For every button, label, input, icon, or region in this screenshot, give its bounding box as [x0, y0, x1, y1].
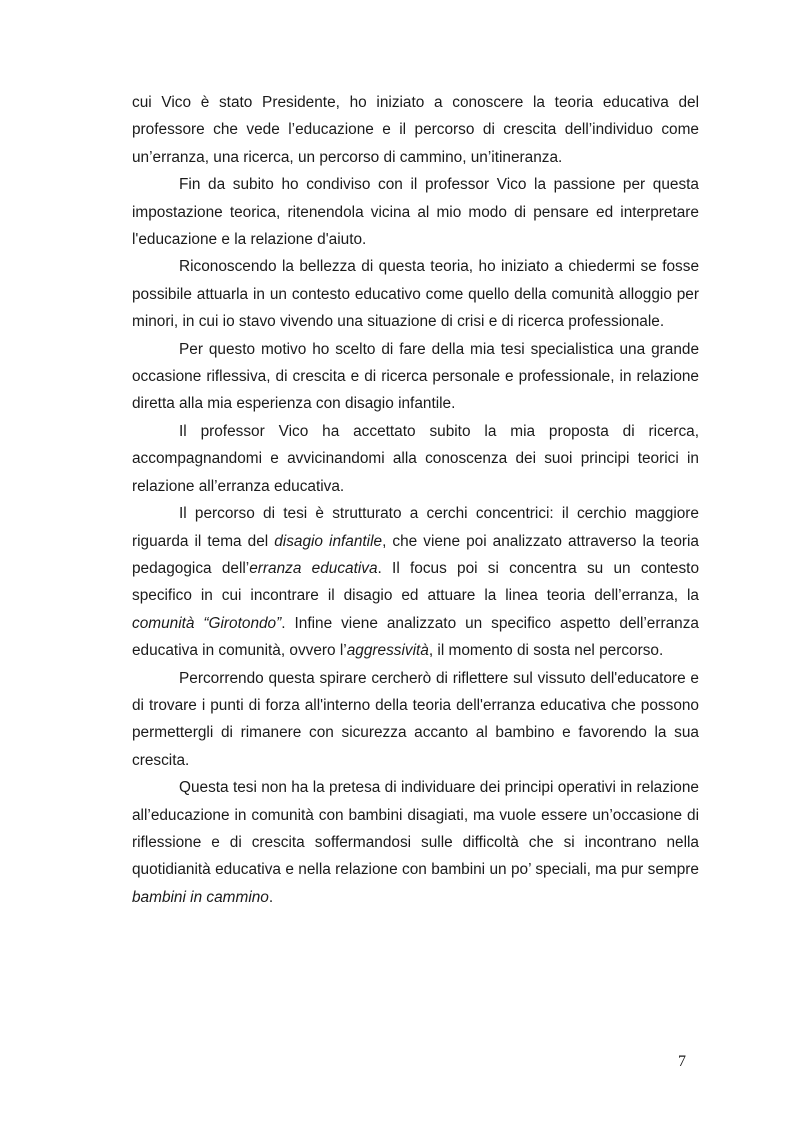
text-run: Fin da subito ho condiviso con il professor Vico la passione per questa impostazione teorica, ritenendola vicina al mio modo di pensare ed interpretare l'educazione e la relazione d'aiuto.	[132, 176, 699, 249]
text-run: Il professor Vico ha accettato subito la mia proposta di ricerca, accompagnandomi e avvicinandomi alla conoscenza dei suoi principi teorici in relazione all’erranza educativa.	[132, 422, 699, 495]
text-run: Riconoscendo la bellezza di questa teoria, ho iniziato a chiedermi se fosse possibile attuarla in un contesto educativo come quello della comunità alloggio per minori, in cui io stavo vivendo una situazione di crisi e di ricerca professionale.	[132, 258, 699, 331]
paragraph-2	[132, 171, 699, 253]
text-run: , che viene poi analizzato attraverso la teoria pedagogica dell’	[132, 532, 699, 577]
paragraph-8	[132, 774, 699, 911]
italic-term-aggressivita: aggressività	[346, 642, 429, 660]
italic-term-erranza-educativa: erranza educativa	[249, 559, 378, 577]
paragraph-5	[132, 418, 699, 500]
italic-term-bambini-in-cammino: bambini in cammino	[132, 888, 269, 906]
paragraph-4	[132, 336, 699, 418]
text-run: , il momento di sosta nel percorso.	[428, 642, 664, 660]
text-run: Percorrendo questa spirare cercherò di riflettere sul vissuto dell'educatore e di trovare i punti di forza all'interno della teoria dell'erranza educativa che possono permettergli di rimanere con sicurezza accanto al bambino e favorendo la sua crescita.	[132, 669, 699, 769]
text-run: Per questo motivo ho scelto di fare della mia tesi specialistica una grande occasione riflessiva, di crescita e di ricerca personale e professionale, in relazione diretta alla mia esperienza con disagio infantile.	[132, 340, 699, 413]
body-text	[132, 89, 699, 911]
paragraph-3	[132, 253, 699, 335]
italic-term-disagio-infantile: disagio infantile	[274, 532, 383, 550]
italic-term-comunita-girotondo: comunità “Girotondo”	[132, 614, 282, 632]
text-run: Il percorso di tesi è strutturato a cerchi concentrici: il cerchio maggiore riguarda il tema del	[132, 505, 699, 550]
paragraph-6	[132, 500, 699, 664]
text-run: Questa tesi non ha la pretesa di individuare dei principi operativi in relazione all’educazione in comunità con bambini disagiati, ma vuole essere un’occasione di riflessione e di crescita soffermandosi sulle difficoltà che si incontrano nella quotidianità educativa e nella relazione con bambini un po’ speciali, ma pur sempre	[132, 779, 699, 879]
page-number: 7	[678, 1053, 686, 1070]
text-run: . Il focus poi si concentra su un contesto specifico in cui incontrare il disagio ed attuare la linea teoria dell’erranza, la	[132, 559, 700, 605]
text-run: . Infine viene analizzato un specifico aspetto dell’erranza educativa in comunità, ovvero l’	[132, 614, 699, 660]
paragraph-1	[132, 89, 699, 171]
paragraph-7	[132, 665, 699, 775]
text-run: cui Vico è stato Presidente, ho iniziato a conoscere la teoria educativa del professore che vede l’educazione e il percorso di crescita dell’individuo come un’erranza, una ricerca, un percorso di cammino, un’itineranza.	[132, 94, 699, 166]
text-run: .	[268, 888, 274, 906]
